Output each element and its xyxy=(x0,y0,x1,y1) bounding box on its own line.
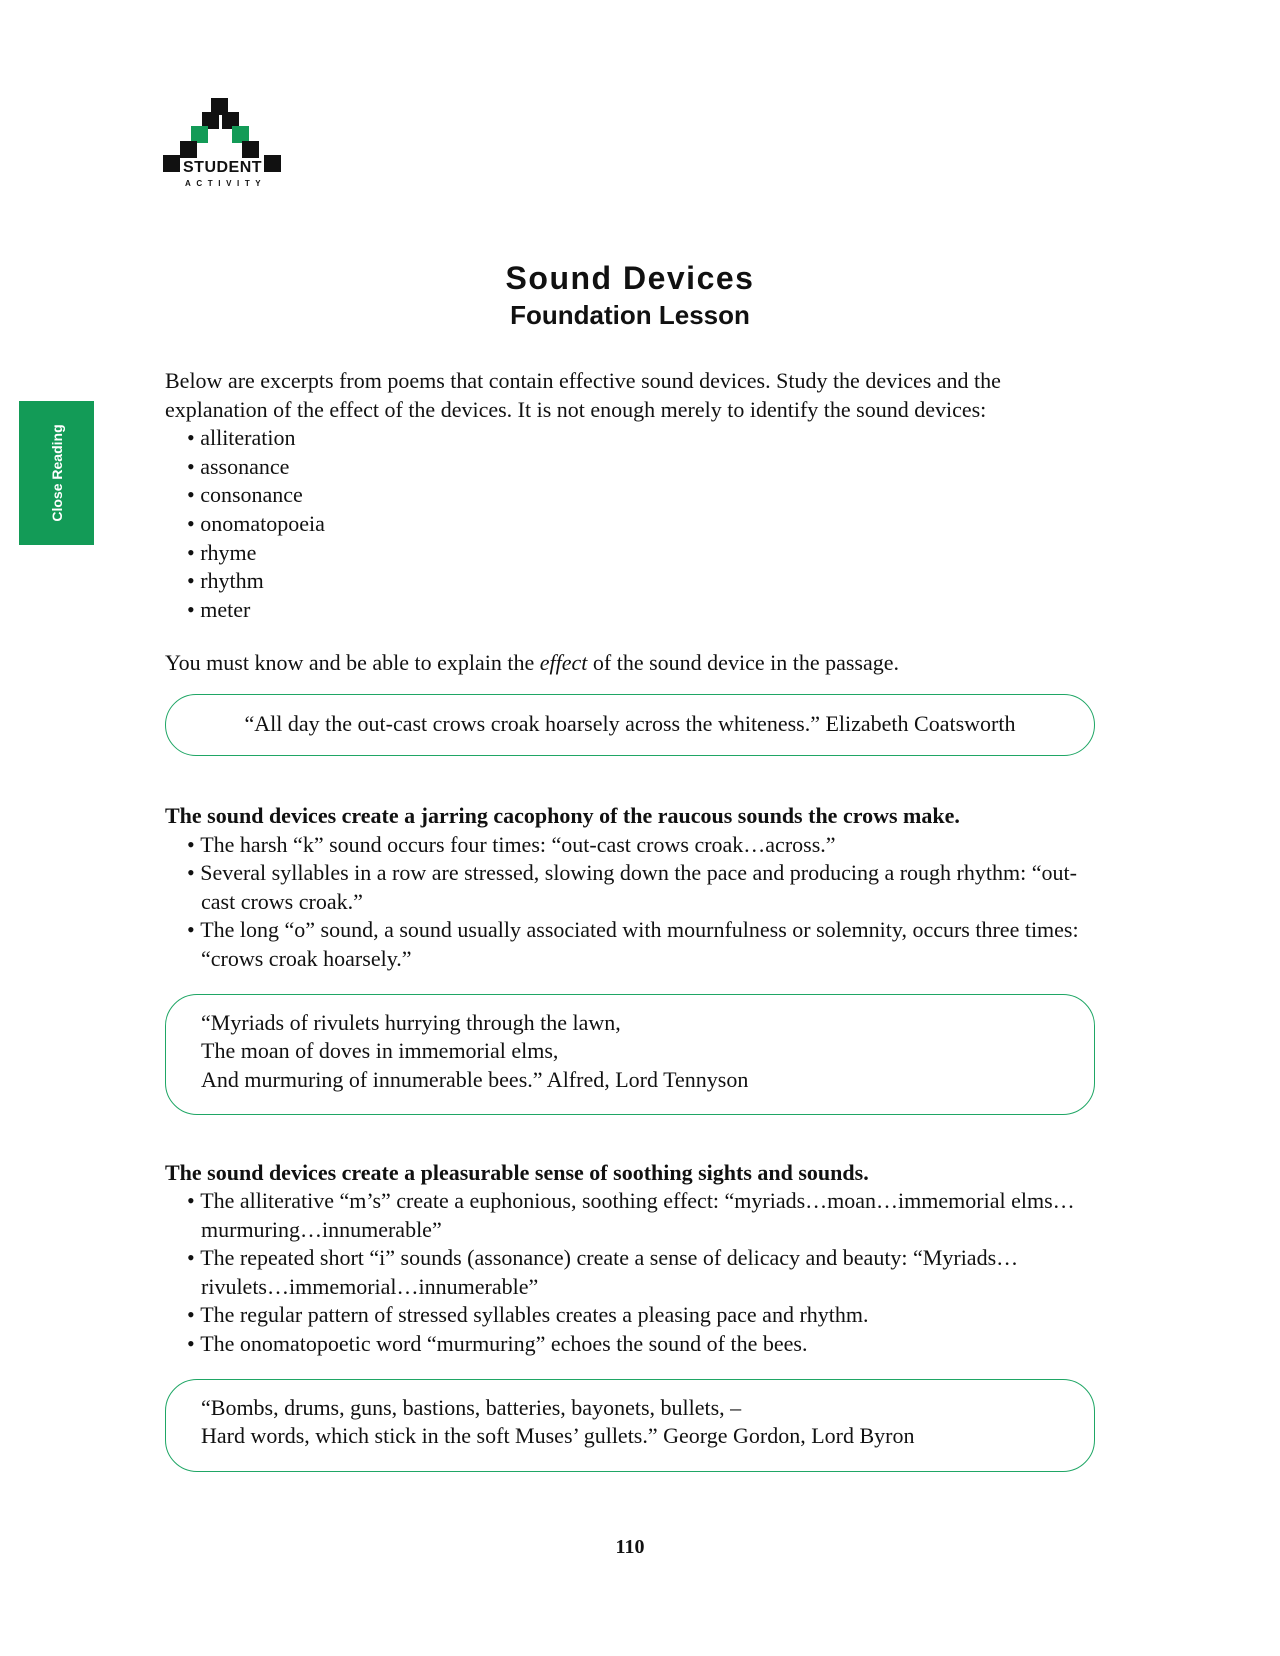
page-subtitle: Foundation Lesson xyxy=(510,300,750,330)
logo-word: STUDENT xyxy=(183,159,263,176)
page-number: 110 xyxy=(615,1536,645,1558)
device-item: • alliteration xyxy=(165,424,1095,453)
student-activity-logo xyxy=(163,98,293,190)
analysis-item: • The regular pattern of stressed syllables creates a pleasing pace and rhythm. xyxy=(165,1301,1095,1330)
device-item: • consonance xyxy=(165,481,1095,510)
device-list xyxy=(165,424,1095,624)
analysis-heading: The sound devices create a jarring cacophony of the raucous sounds the crows make. xyxy=(165,802,960,828)
instruction-text: You must know and be able to explain the effect of the sound device in the passage. xyxy=(165,650,899,676)
excerpt-box-byron xyxy=(165,1379,1095,1472)
excerpt-line: The moan of doves in immemorial elms, xyxy=(201,1038,559,1064)
device-item: • meter xyxy=(165,596,1095,625)
analysis-item: • The alliterative “m’s” create a euphonious, soothing effect: “myriads…moan…immemorial elms…murmuring…innumerable” xyxy=(165,1187,1095,1244)
excerpt-line: “Bombs, drums, guns, bastions, batteries, bayonets, bullets, – xyxy=(201,1394,742,1420)
side-tab-label: Close Reading xyxy=(48,424,65,522)
excerpt-line: “Myriads of rivulets hurrying through the lawn, xyxy=(201,1009,621,1035)
analysis-item: • The long “o” sound, a sound usually associated with mournfulness or solemnity, occurs three times: “crows croak hoarsely.” xyxy=(165,916,1095,973)
excerpt-box-coatsworth xyxy=(165,694,1095,756)
analysis-heading: The sound devices create a pleasurable sense of soothing sights and sounds. xyxy=(165,1159,869,1185)
analysis-item: • Several syllables in a row are stressed, slowing down the pace and producing a rough rhythm: “out-cast crows croak.” xyxy=(165,859,1095,916)
analysis-item: • The repeated short “i” sounds (assonance) create a sense of delicacy and beauty: “Myriads…rivulets…immemorial…innumerable” xyxy=(165,1244,1095,1301)
logo-square xyxy=(264,155,281,172)
page-title: Sound Devices xyxy=(505,260,755,296)
side-tab xyxy=(19,401,94,545)
excerpt-text: “All day the out-cast crows croak hoarsely across the whiteness.” Elizabeth Coatsworth xyxy=(244,710,1016,736)
analysis-list xyxy=(165,1187,1095,1359)
device-item: • rhythm xyxy=(165,567,1095,596)
excerpt-box-tennyson xyxy=(165,994,1095,1115)
intro-paragraph: Below are excerpts from poems that contain effective sound devices. Study the devices and the explanation of the effect of the devices. It is not enough merely to identify the sound devices: xyxy=(165,368,1001,422)
device-item: • rhyme xyxy=(165,539,1095,568)
excerpt-line: And murmuring of innumerable bees.” Alfred, Lord Tennyson xyxy=(201,1066,749,1092)
logo-square xyxy=(163,155,180,172)
device-item: • assonance xyxy=(165,453,1095,482)
analysis-list xyxy=(165,831,1095,974)
emphasis-effect: effect xyxy=(539,650,588,676)
analysis-item: • The onomatopoetic word “murmuring” echoes the sound of the bees. xyxy=(165,1330,1095,1359)
logo-square xyxy=(180,141,197,158)
logo-square xyxy=(242,141,259,158)
device-item: • onomatopoeia xyxy=(165,510,1095,539)
analysis-item: • The harsh “k” sound occurs four times: “out-cast crows croak…across.” xyxy=(165,831,1095,860)
excerpt-line: Hard words, which stick in the soft Muses’ gullets.” George Gordon, Lord Byron xyxy=(201,1423,915,1449)
lesson-content xyxy=(165,367,1095,1472)
logo-subword: ACTIVITY xyxy=(185,179,267,188)
